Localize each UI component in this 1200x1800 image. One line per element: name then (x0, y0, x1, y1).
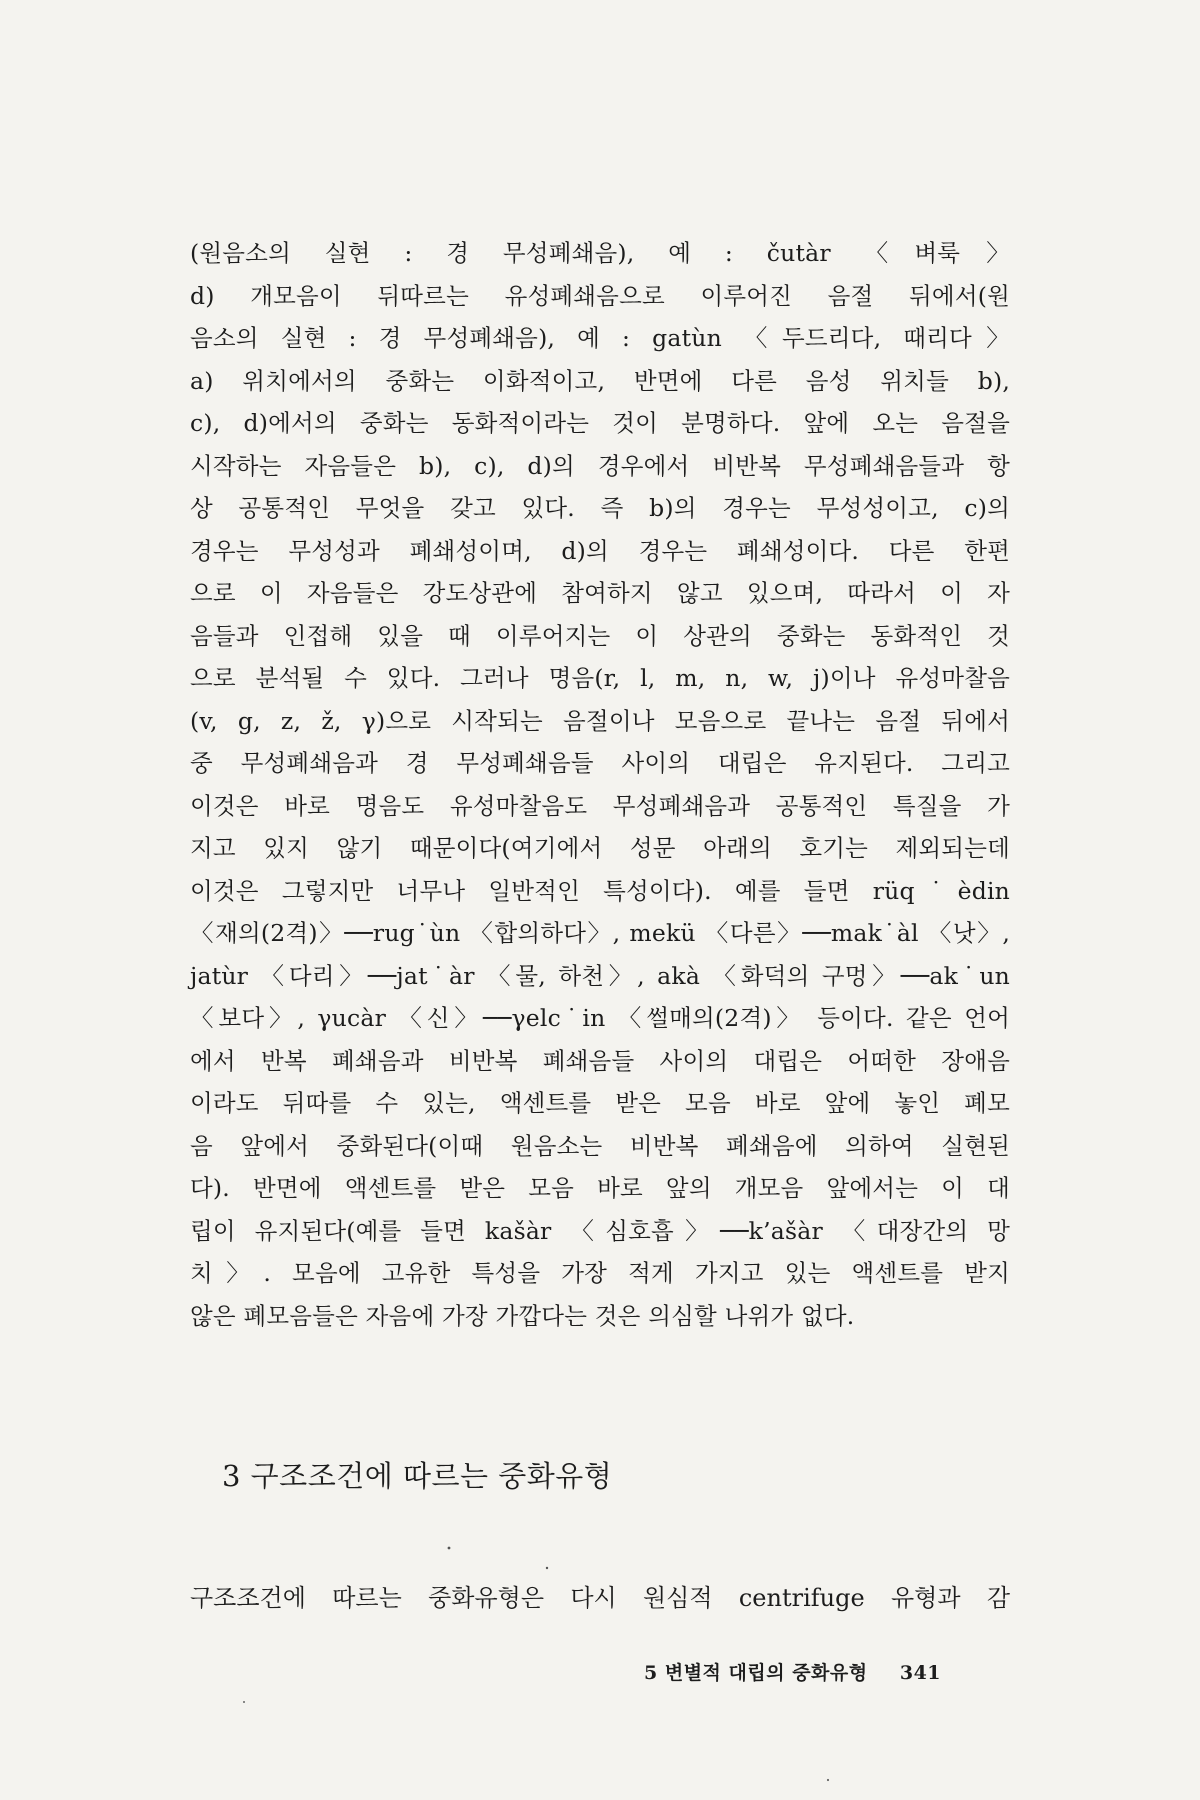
speck (546, 1567, 548, 1569)
body-text (190, 232, 1010, 1337)
text-line: jatùr 〈다리〉──jat˙àr 〈물, 하천〉, akà 〈화덕의 구멍〉──ak˙un (190, 961, 1010, 990)
text-line: 〈보다〉, γucàr 〈신〉──γelc˙in 〈썰매의(2격)〉 등이다. 같은 언어 (190, 1004, 1010, 1032)
section-first-line: 구조조건에 따르는 중화유형은 다시 원심적 centrifuge 유형과 감 (190, 1584, 1010, 1612)
page-footer (644, 1658, 941, 1688)
text-line: 음소의 실현 : 경 무성폐쇄음), 예 : gatùn 〈두드리다, 때리다〉 (190, 324, 1010, 352)
text-line: (v, g, z, ž, γ)으로 시작되는 음절이나 모음으로 끝나는 음절 뒤에서 (190, 706, 1010, 735)
text-line: 립이 유지된다(예를 들면 kašàr 〈심호흡〉──k’ašàr 〈대장간의 망 (190, 1216, 1010, 1245)
text-line: 에서 반복 폐쇄음과 비반복 폐쇄음들 사이의 대립은 어떠한 장애음 (190, 1046, 1010, 1075)
text-line: 다). 반면에 액센트를 받은 모음 바로 앞의 개모음 앞에서는 이 대 (190, 1174, 1010, 1202)
text-line: 으로 이 자음들은 강도상관에 참여하지 않고 있으며, 따라서 이 자 (190, 579, 1010, 607)
text-line: 지고 있지 않기 때문이다(여기에서 성문 아래의 호기는 제외되는데 (190, 834, 1010, 862)
text-line: 상 공통적인 무엇을 갖고 있다. 즉 b)의 경우는 무성성이고, c)의 (190, 494, 1010, 522)
text-line: 〈재의(2격)〉──rug˙ùn 〈합의하다〉, mekü 〈다른〉──mak˙àl 〈낫〉, (190, 919, 1010, 947)
text-line: 이것은 바로 명음도 유성마찰음도 무성폐쇄음과 공통적인 특질을 가 (190, 791, 1010, 820)
text-line: a) 위치에서의 중화는 이화적이고, 반면에 다른 음성 위치들 b), (190, 366, 1010, 395)
text-line: 으로 분석될 수 있다. 그러나 명음(r, l, m, n, w, j)이나 유성마찰음 (190, 664, 1010, 692)
text-line: c), d)에서의 중화는 동화적이라는 것이 분명하다. 앞에 오는 음절을 (190, 409, 1010, 437)
page-number: 341 (899, 1662, 942, 1684)
section-heading: 3 구조조건에 따르는 중화유형 (222, 1459, 613, 1493)
speck (827, 1779, 829, 1781)
text-line: 치〉. 모음에 고유한 특성을 가장 적게 가지고 있는 액센트를 받지 (190, 1259, 1010, 1287)
text-line: 경우는 무성성과 폐쇄성이며, d)의 경우는 폐쇄성이다. 다른 한편 (190, 536, 1010, 565)
text-line: 음 앞에서 중화된다(이때 원음소는 비반복 폐쇄음에 의하여 실현된 (190, 1131, 1010, 1160)
speck (448, 1547, 451, 1550)
running-title: 5 변별적 대립의 중화유형 (644, 1662, 868, 1684)
text-line: 이것은 그렇지만 너무나 일반적인 특성이다). 예를 들면 rüq˙èdin (190, 876, 1010, 905)
text-line: d) 개모음이 뒤따르는 유성폐쇄음으로 이루어진 음절 뒤에서(원 (190, 281, 1010, 310)
text-line: 중 무성폐쇄음과 경 무성폐쇄음들 사이의 대립은 유지된다. 그리고 (190, 749, 1010, 777)
text-line: 않은 폐모음들은 자음에 가장 가깝다는 것은 의심할 나위가 없다. (190, 1301, 855, 1330)
text-line: (원음소의 실현 : 경 무성폐쇄음), 예 : čutàr 〈벼룩〉 (190, 239, 1010, 267)
text-line: 음들과 인접해 있을 때 이루어지는 이 상관의 중화는 동화적인 것 (190, 621, 1010, 650)
text-line: 이라도 뒤따를 수 있는, 액센트를 받은 모음 바로 앞에 놓인 폐모 (190, 1089, 1010, 1117)
speck (243, 1701, 245, 1703)
text-line: 시작하는 자음들은 b), c), d)의 경우에서 비반복 무성폐쇄음들과 항 (190, 451, 1010, 480)
